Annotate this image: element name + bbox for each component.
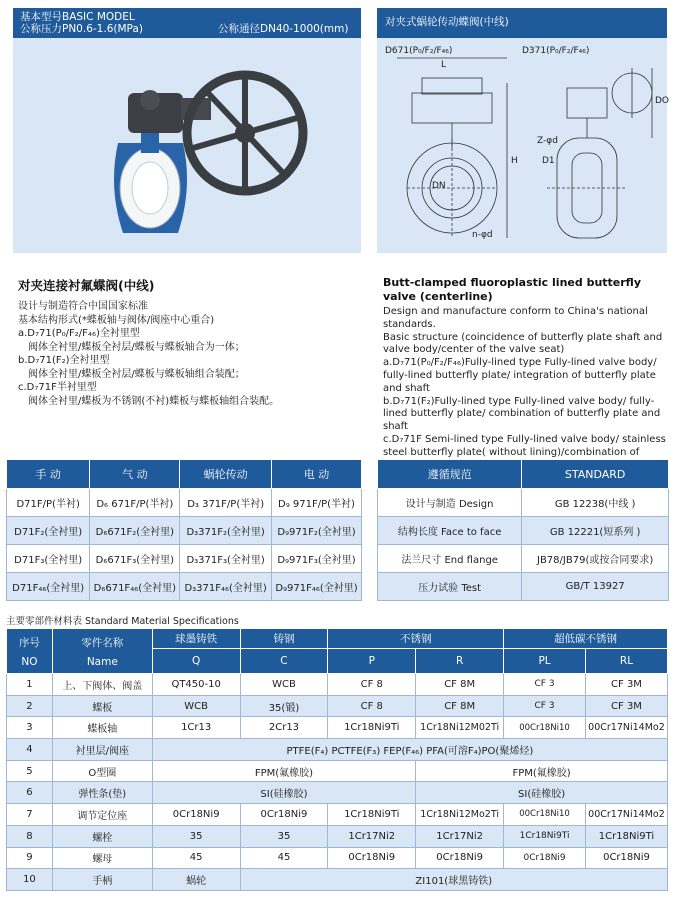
desc-en <box>383 276 673 472</box>
row-name: 手柄 <box>52 869 152 891</box>
desc-cn-line: 基本结构形式(*蝶板轴与阀体/阀座中心重合) <box>18 314 215 326</box>
desc-cn-line: a.D₇71(P₀/F₂/F₄₆)全衬里型 <box>18 328 140 339</box>
desc-cn-line: 阀体全衬里/蝶板全衬层/蝶板与蝶板轴合为一体； <box>28 341 245 353</box>
header-no <box>7 629 53 674</box>
material-cell: 1Cr18Ni12M02Ti <box>416 717 504 739</box>
desc-cn-line: 阀体全衬里/蝶板全衬层/蝶板与蝶板轴组合装配； <box>28 368 245 380</box>
desc-cn-line: 设计与制造符合中国国家标准 <box>18 301 148 312</box>
header-stainless: 不锈钢 <box>328 629 504 649</box>
material-cell-oring-b: FPM(氟橡胶) <box>416 760 668 782</box>
material-cell: QT450-10 <box>152 674 240 696</box>
material-cell: CF 3 <box>504 695 586 717</box>
header-cast-steel: 铸钢 <box>240 629 328 649</box>
left-header-bar <box>13 8 361 38</box>
header-rl: RL <box>585 649 667 674</box>
material-cell: 35 <box>240 825 328 847</box>
drive-header: 电 动 <box>272 460 362 489</box>
material-cell-lining: PTFE(F₄) PCTFE(F₃) FEP(F₄₆) PFA(可溶F₄)PO(聚烯烃) <box>152 739 667 761</box>
drive-type-table <box>6 459 362 601</box>
diameter-label: 公称通径DN40-1000(mm) <box>218 23 349 35</box>
row-no: 8 <box>7 825 53 847</box>
standard-cell: 设计与制造 Design <box>378 489 522 517</box>
material-cell: 0Cr18Ni9 <box>504 847 586 869</box>
butterfly-valve-photo <box>13 38 361 253</box>
row-name: 上、下阀体、阀盖 <box>52 674 152 696</box>
drive-cell: D₉971F₂(全衬里) <box>272 517 362 545</box>
row-name: 螺母 <box>52 847 152 869</box>
dim-h: H <box>511 156 518 166</box>
pressure-label: 公称压力PN0.6-1.6(MPa) <box>20 23 143 35</box>
row-no: 5 <box>7 760 53 782</box>
drive-cell: D₃ 371F/P(半衬) <box>180 489 272 517</box>
right-header-bar <box>377 8 667 38</box>
header-no-en: NO <box>21 655 38 668</box>
header-name-en: Name <box>86 655 118 668</box>
material-cell: 1Cr18Ni9Ti <box>585 825 667 847</box>
material-cell: CF 8 <box>328 674 416 696</box>
material-cell: 00Cr17Ni14Mo2 <box>585 717 667 739</box>
drive-cell: D₉971F₃(全衬里) <box>272 545 362 573</box>
drive-header: 气 动 <box>90 460 180 489</box>
material-cell: 35(锻) <box>240 695 328 717</box>
header-low-carbon-stainless: 超低碳不锈钢 <box>504 629 668 649</box>
material-cell: 1Cr13 <box>152 717 240 739</box>
material-cell: CF 3M <box>585 674 667 696</box>
material-caption: 主要零部件材料表 Standard Material Specifications <box>6 616 239 627</box>
desc-en-line: c.D₇71F Semi-lined type Fully-lined valve body/ stainless steel butterfly plate( without lining)/combination of <box>383 433 666 458</box>
model-label-left: D671(P₀/F₂/F₄₆) <box>385 46 453 56</box>
material-cell: CF 8M <box>416 674 504 696</box>
header-name-cn: 零件名称 <box>81 636 124 649</box>
row-no: 7 <box>7 804 53 826</box>
row-name: 弹性条(垫) <box>52 782 152 804</box>
material-cell: 0Cr18Ni9 <box>416 847 504 869</box>
desc-en-line: Basic structure (coincidence of butterfly plate shaft and valve body/center of the valve seat) <box>383 331 663 356</box>
drive-header: 手 动 <box>7 460 90 489</box>
material-cell: CF 3M <box>585 695 667 717</box>
material-cell: 1Cr18Ni9Ti <box>504 825 586 847</box>
standard-cell: JB78/JB79(或按合同要求) <box>522 545 669 573</box>
model-label-right: D371(P₀/F₂/F₄₆) <box>522 46 590 56</box>
technical-drawing <box>377 38 670 253</box>
row-no: 4 <box>7 739 53 761</box>
standard-cell: GB/T 13927 <box>522 573 669 601</box>
material-cell: 2Cr13 <box>240 717 328 739</box>
desc-cn-line: 阀体全衬里/蝶板为不锈钢(不衬)蝶板与蝶板轴组合装配。 <box>28 395 280 407</box>
basic-model-label: 基本型号BASIC MODEL <box>20 11 135 23</box>
row-name: 衬里层/阀座 <box>52 739 152 761</box>
material-table <box>6 628 668 891</box>
desc-en-line: a.D₇71(P₀/F₂/F₄₆)Fully-lined type Fully-lined valve body/ fully-lined butterfly plate/ integration of butterfly plate and shaft <box>383 357 657 394</box>
material-cell: WCB <box>152 695 240 717</box>
header-p: P <box>328 649 416 674</box>
standard-cell: 压力试验 Test <box>378 573 522 601</box>
standard-cell: 结构长度 Face to face <box>378 517 522 545</box>
standard-header: 遵循规范 <box>378 460 522 489</box>
drive-cell: D₃371F₃(全衬里) <box>180 545 272 573</box>
row-name: O型圈 <box>52 760 152 782</box>
row-name: 蝶板轴 <box>52 717 152 739</box>
header-pl: PL <box>504 649 586 674</box>
material-cell-handle: ZI101(球黑铸铁) <box>240 869 667 891</box>
drive-cell: D₆671F₃(全衬里) <box>90 545 180 573</box>
header-q: Q <box>152 649 240 674</box>
row-no: 2 <box>7 695 53 717</box>
dim-nd: n-φd <box>472 230 493 240</box>
drawing-panel <box>377 38 670 253</box>
desc-cn <box>18 276 363 408</box>
drive-cell: D71F₃(全衬里) <box>7 545 90 573</box>
standard-cell: 法兰尺寸 End flange <box>378 545 522 573</box>
row-no: 6 <box>7 782 53 804</box>
header-r: R <box>416 649 504 674</box>
material-cell: 0Cr18Ni9 <box>328 847 416 869</box>
material-cell-oring-a: FPM(氟橡胶) <box>152 760 415 782</box>
drive-cell: D71F₄₆(全衬里) <box>7 573 90 601</box>
material-cell: CF 8 <box>328 695 416 717</box>
row-no: 3 <box>7 717 53 739</box>
dim-l: L <box>441 60 447 70</box>
header-c: C <box>240 649 328 674</box>
standard-table <box>377 459 669 601</box>
row-name: 蝶板 <box>52 695 152 717</box>
dim-dn: DN <box>432 181 446 191</box>
standard-header: STANDARD <box>522 460 669 489</box>
row-no: 1 <box>7 674 53 696</box>
row-name: 螺栓 <box>52 825 152 847</box>
material-cell: CF 8M <box>416 695 504 717</box>
material-cell-strip-b: SI(硅橡胶) <box>416 782 668 804</box>
standard-cell: GB 12238(中线 ) <box>522 489 669 517</box>
desc-cn-title: 对夹连接衬氟蝶阀(中线) <box>18 278 155 293</box>
material-cell: 0Cr18Ni9 <box>240 804 328 826</box>
material-cell-strip-a: SI(硅橡胶) <box>152 782 415 804</box>
desc-en-line: b.D₇71(F₂)Fully-lined type Fully-lined valve body/ fully-lined butterfly plate/ combination of butterfly plate and shaft <box>383 395 661 433</box>
material-cell: 45 <box>152 847 240 869</box>
material-cell: 1Cr18Ni9Ti <box>328 717 416 739</box>
drive-cell: D₆671F₄₆(全衬里) <box>90 573 180 601</box>
dim-d0: DO <box>655 96 670 106</box>
drawing-title: 对夹式蜗轮传动蝶阀(中线) <box>385 16 509 28</box>
material-cell: 1Cr18Ni12Mo2Ti <box>416 804 504 826</box>
material-cell: 0Cr18Ni9 <box>152 804 240 826</box>
drive-cell: D₉ 971F/P(半衬) <box>272 489 362 517</box>
material-cell: 1Cr17Ni2 <box>328 825 416 847</box>
material-cell: WCB <box>240 674 328 696</box>
product-photo-panel <box>13 38 361 253</box>
row-name: 调节定位座 <box>52 804 152 826</box>
material-cell: 0Cr18Ni9 <box>585 847 667 869</box>
drive-cell: D₉971F₄₆(全衬里) <box>272 573 362 601</box>
material-cell: 00Cr18Ni10 <box>504 717 586 739</box>
material-cell: 蜗轮 <box>152 869 240 891</box>
drive-cell: D71F/P(半衬) <box>7 489 90 517</box>
material-cell: 1Cr17Ni2 <box>416 825 504 847</box>
dim-zd: Z-φd <box>537 136 558 146</box>
desc-cn-line: c.D₇71F半衬里型 <box>18 382 97 393</box>
drive-cell: D₃371F₄₆(全衬里) <box>180 573 272 601</box>
material-cell: 35 <box>152 825 240 847</box>
standard-cell: GB 12221(短系列 ) <box>522 517 669 545</box>
material-cell: 45 <box>240 847 328 869</box>
header-ductile-iron: 球墨铸铁 <box>152 629 240 649</box>
drive-header: 蜗轮传动 <box>180 460 272 489</box>
header-name <box>52 629 152 674</box>
material-cell: 00Cr17Ni14Mo2 <box>585 804 667 826</box>
dim-d1: D1 <box>542 156 555 166</box>
desc-en-line: Design and manufacture conform to China's national standards. <box>383 306 648 330</box>
drive-cell: D₆ 671F/P(半衬) <box>90 489 180 517</box>
row-no: 9 <box>7 847 53 869</box>
drive-cell: D₆671F₂(全衬里) <box>90 517 180 545</box>
desc-cn-line: b.D₇71(F₂)全衬里型 <box>18 355 110 366</box>
drive-cell: D₃371F₂(全衬里) <box>180 517 272 545</box>
material-cell: CF 3 <box>504 674 586 696</box>
material-cell: 1Cr18Ni9Ti <box>328 804 416 826</box>
header-no-cn: 序号 <box>18 636 40 649</box>
material-cell: 00Cr18Ni10 <box>504 804 586 826</box>
drive-cell: D71F₂(全衬里) <box>7 517 90 545</box>
desc-en-title: Butt-clamped fluoroplastic lined butterfly valve (centerline) <box>383 276 641 303</box>
row-no: 10 <box>7 869 53 891</box>
